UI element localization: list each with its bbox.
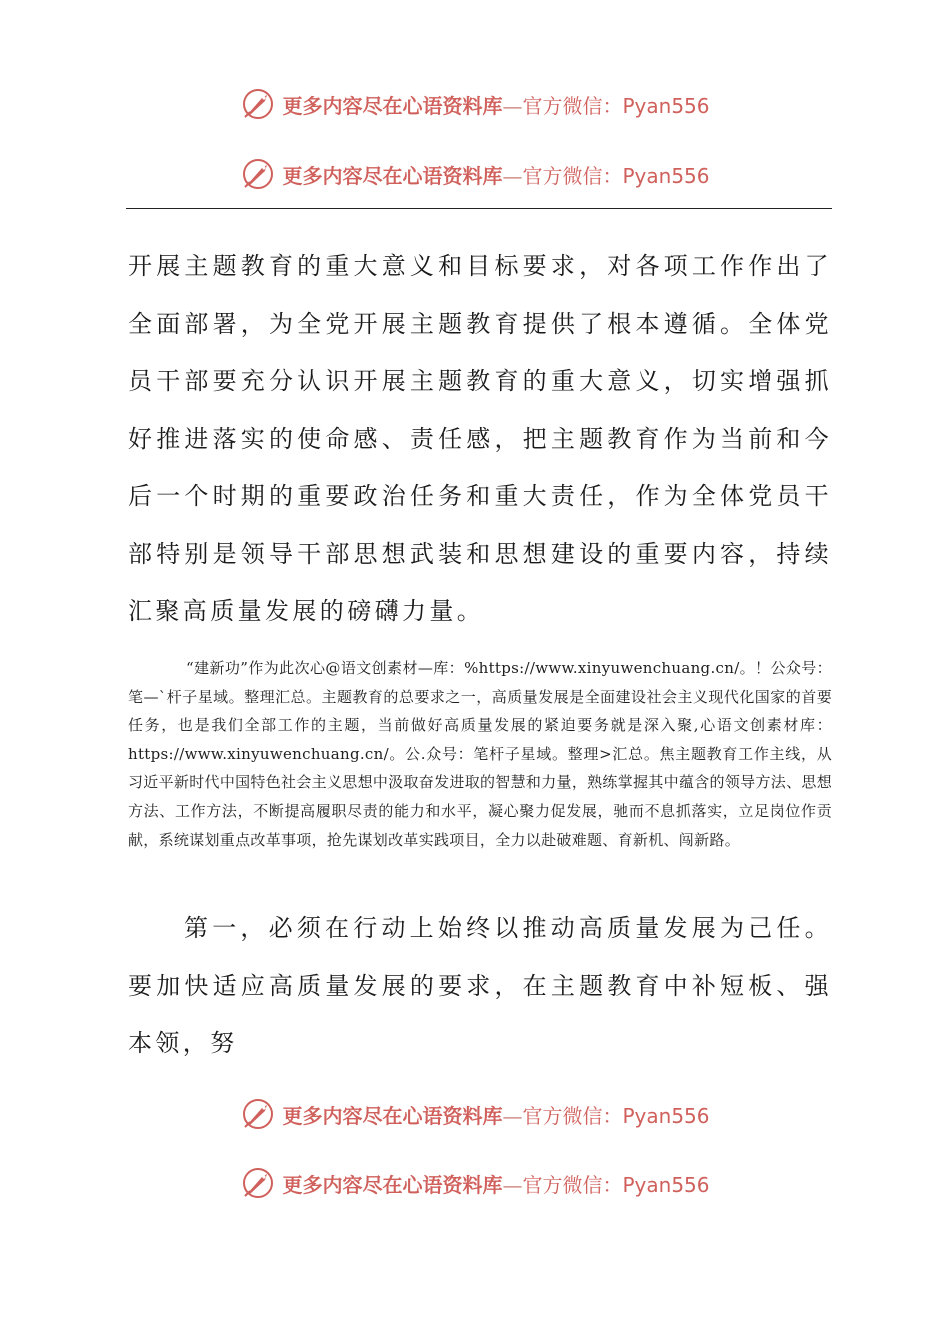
header-divider: [126, 208, 832, 209]
inserted-note-paragraph: “建新功”作为此次心@语文创素材—库：%https://www.xinyuwenchuang.cn/。！公众号：笔—`杆子星域。整理汇总。主题教育的总要求之一，高质量发展是全面建设社会主义现代化国家的首要任务，也是我们全部工作的主题，当前做好高质量发展的紧迫要务就是深入聚,心语文创素材库：https://www.xinyuwenchuang.cn/。公.众号：笔杆子星域。整理>汇总。焦主题教育工作主线，从习近平新时代中国特色社会主义思想中汲取奋发进取的智慧和力量，熟练掌握其中蕴含的领导方法、思想方法、工作方法，不断提高履职尽责的能力和水平，凝心聚力促发展，驰而不息抓落实，立足岗位作贡献，系统谋划重点改革事项，抢先谋划改革实践项目，全力以赴破难题、育新机、闯新路。: [128, 659, 832, 849]
watermark-contact: Pyan556: [622, 163, 710, 188]
watermark-contact: Pyan556: [622, 1103, 710, 1128]
watermark-dash: —: [502, 93, 523, 118]
pen-nib-logo-icon: [240, 1165, 276, 1201]
body-paragraph: 第一，必须在行动上始终以推动高质量发展为己任。要加快适应高质量发展的要求，在主题教育中补短板、强本领，努: [128, 914, 832, 1057]
watermark-text: [282, 160, 709, 189]
watermark-tail: 官方微信：: [522, 1103, 623, 1128]
body-paragraph: 开展主题教育的重大意义和目标要求，对各项工作作出了全面部署，为全党开展主题教育提供了根本遵循。全体党员干部要充分认识开展主题教育的重大意义，切实增强抓好推进落实的使命感、责任感，把主题教育作为当前和今后一个时期的重要政治任务和重大责任，作为全体党员干部特别是领导干部思想武装和思想建设的重要内容，持续汇聚高质量发展的磅礴力量。: [128, 252, 832, 625]
watermark-contact: Pyan556: [622, 1172, 710, 1197]
watermark-dash: —: [502, 163, 523, 188]
pen-nib-logo-icon: [240, 1096, 276, 1132]
watermark-brand: 更多内容尽在心语资料库: [282, 163, 503, 188]
watermark-banner: [0, 1094, 950, 1134]
pen-nib-logo-icon: [240, 156, 276, 192]
watermark-brand: 更多内容尽在心语资料库: [282, 1103, 503, 1128]
pen-nib-logo-icon: [240, 86, 276, 122]
watermark-banner: [0, 154, 950, 194]
watermark-banner: [0, 1163, 950, 1203]
watermark-dash: —: [502, 1172, 523, 1197]
watermark-brand: 更多内容尽在心语资料库: [282, 1172, 503, 1197]
watermark-tail: 官方微信：: [522, 1172, 623, 1197]
watermark-tail: 官方微信：: [522, 163, 623, 188]
watermark-banner: [0, 84, 950, 124]
watermark-dash: —: [502, 1103, 523, 1128]
watermark-text: [282, 1169, 709, 1198]
watermark-text: [282, 90, 709, 119]
watermark-tail: 官方微信：: [522, 93, 623, 118]
watermark-brand: 更多内容尽在心语资料库: [282, 93, 503, 118]
watermark-contact: Pyan556: [622, 93, 710, 118]
watermark-text: [282, 1100, 709, 1129]
